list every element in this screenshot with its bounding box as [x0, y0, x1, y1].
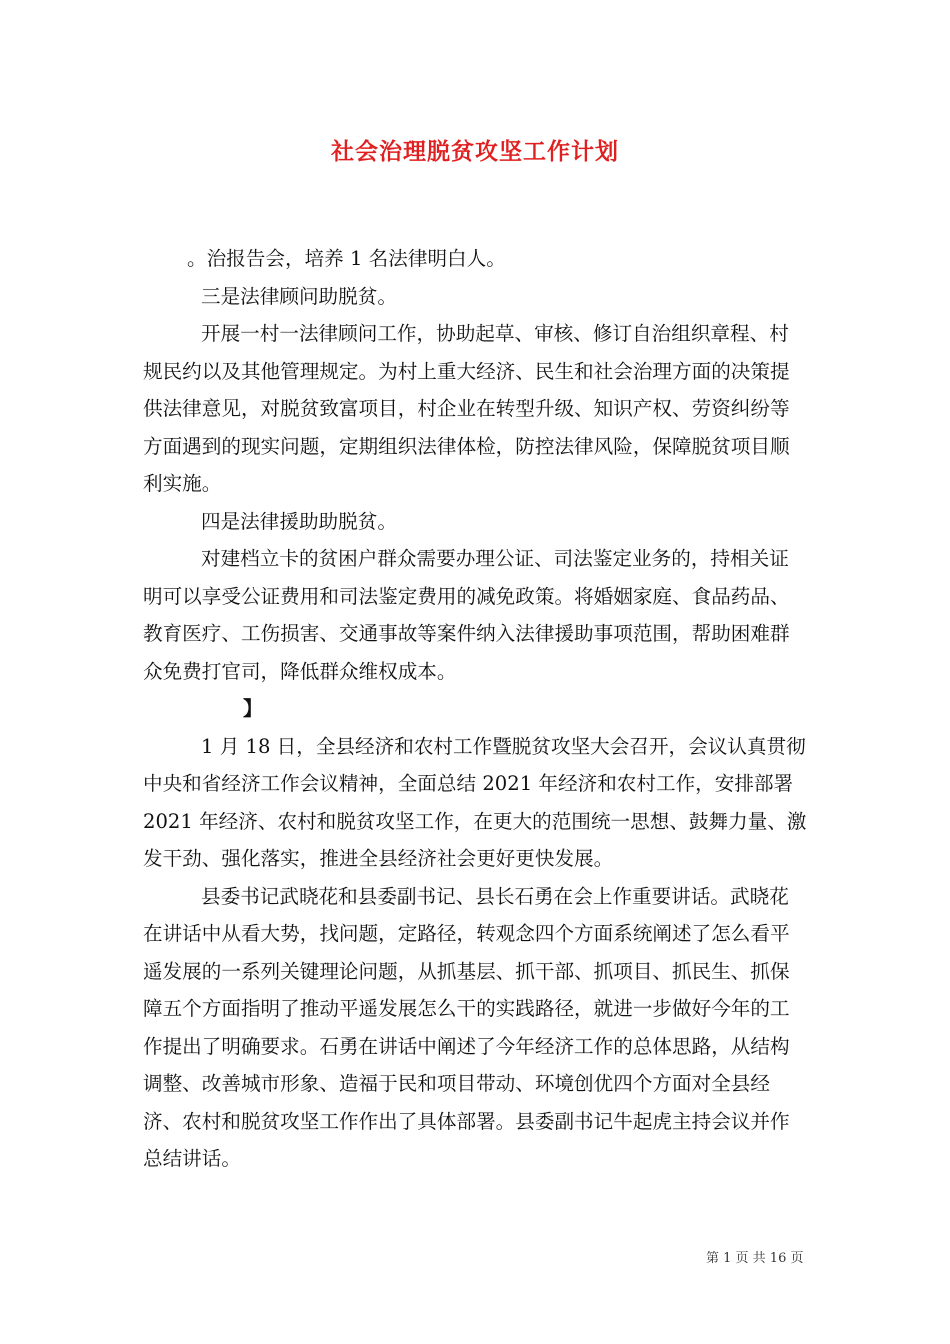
- paragraph-legal-advisor: 开展一村一法律顾问工作，协助起草、审核、修订自治组织章程、村规民约以及其他管理规定。为村上重大经济、民生和社会治理方面的决策提供法律意见，对脱贫致富项目，村企业在转型升级、知识产权、劳资纠纷等方面遇到的现实问题，定期组织法律体检，防控法律风险，保障脱贫项目顺利实施。: [143, 322, 790, 495]
- document-title: 社会治理脱贫攻坚工作计划: [331, 138, 619, 165]
- bracket-mark: 】: [243, 697, 263, 720]
- paragraph-legal-aid: 对建档立卡的贫困户群众需要办理公证、司法鉴定业务的，持相关证明可以享受公证费用和司法鉴定费用的减免政策。将婚姻家庭、食品药品、教育医疗、工伤损害、交通事故等案件纳入法律援助事项范围，帮助困难群众免费打官司，降低群众维权成本。: [143, 547, 790, 683]
- section-heading-legal-aid: 四是法律援助助脱贫。: [201, 509, 397, 533]
- lead-paragraph: 。治报告会，培养 1 名法律明白人。: [187, 247, 506, 270]
- section-heading-legal-advisor: 三是法律顾问助脱贫。: [201, 284, 397, 308]
- page-number: 第 1 页 共 16 页: [706, 1251, 804, 1266]
- paragraph-speech: 县委书记武晓花和县委副书记、县长石勇在会上作重要讲话。武晓花在讲话中从看大势，找问题，定路径，转观念四个方面系统阐述了怎么看平遥发展的一系列关键理论问题，从抓基层、抓干部、抓项目、抓民生、抓保障五个方面指明了推动平遥发展怎么干的实践路径，就进一步做好今年的工作提出了明确要求。石勇在讲话中阐述了今年经济工作的总体思路，从结构调整、改善城市形象、造福于民和项目带动、环境创优四个方面对全县经济、农村和脱贫攻坚工作作出了具体部署。县委副书记牛起虎主持会议并作总结讲话。: [143, 884, 790, 1170]
- document-body: [143, 240, 808, 1178]
- paragraph-meeting: 1 月 18 日，全县经济和农村工作暨脱贫攻坚大会召开，会议认真贯彻中央和省经济工作会议精神，全面总结 2021 年经济和农村工作，安排部署 2021 年经济、农村和脱贫攻坚工作，在更大的范围统一思想、鼓舞力量、激发干劲、强化落实，推进全县经济社会更好更快发展。: [143, 734, 807, 870]
